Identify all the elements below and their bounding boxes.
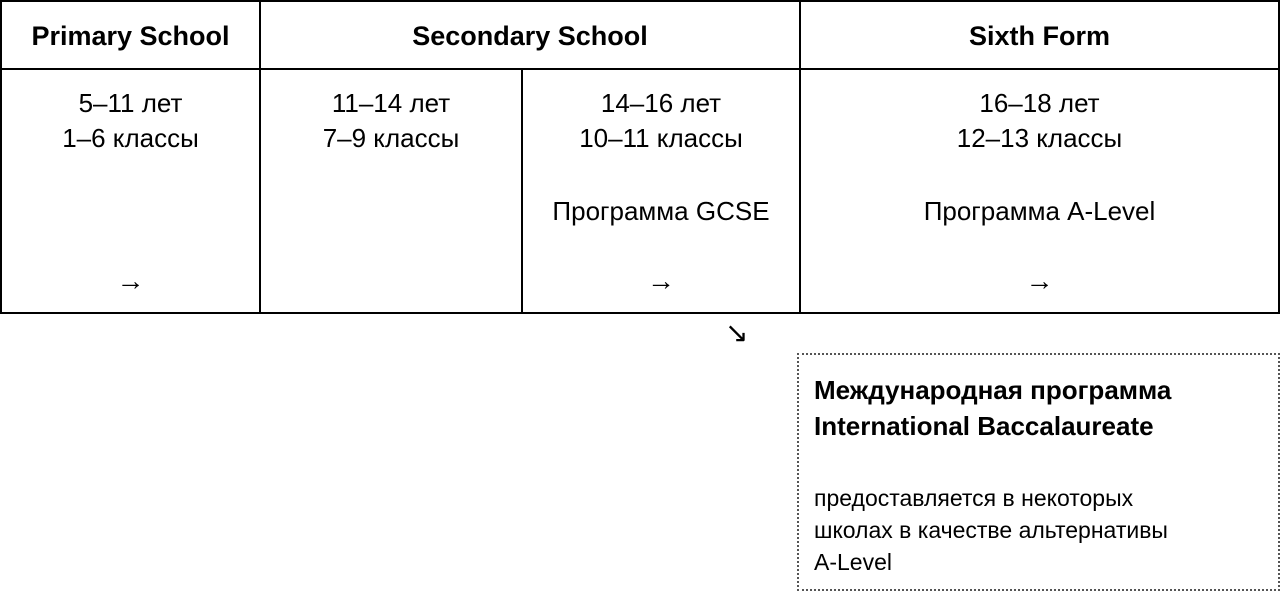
header-primary-school: Primary School xyxy=(31,20,230,51)
ib-program-title xyxy=(814,372,1171,444)
down-right-arrow-icon: ↘ xyxy=(725,317,749,348)
stage-ages: 11–14 лет xyxy=(331,88,451,118)
ib-program-box xyxy=(797,353,1280,591)
stage-grades: 10–11 классы xyxy=(579,123,743,153)
ib-description-line: школах в качестве альтернативы xyxy=(814,517,1168,543)
stage-cell-sixth-form xyxy=(801,72,1278,314)
ib-program-description xyxy=(814,482,1168,578)
stage-ages: 16–18 лет xyxy=(979,88,1100,118)
stage-cell-lower-secondary xyxy=(261,72,521,314)
ib-description-line: A-Level xyxy=(814,549,892,575)
right-arrow-icon: → xyxy=(116,265,145,296)
header-secondary-school: Secondary School xyxy=(412,20,648,51)
stage-program: Программа A-Level xyxy=(923,196,1156,226)
stage-grades: 7–9 классы xyxy=(322,123,460,153)
stage-grades: 1–6 классы xyxy=(62,123,199,153)
header-sixth-form: Sixth Form xyxy=(968,20,1110,51)
stage-ages: 14–16 лет xyxy=(600,88,722,118)
right-arrow-icon: → xyxy=(1025,265,1054,296)
stage-ages: 5–11 лет xyxy=(78,88,183,118)
ib-title-line: Международная программа xyxy=(814,375,1172,405)
stage-cell-upper-secondary xyxy=(523,72,799,314)
stage-grades: 12–13 классы xyxy=(956,123,1123,153)
right-arrow-icon: → xyxy=(647,265,675,296)
stage-cell-primary xyxy=(2,72,259,314)
ib-description-line: предоставляется в некоторых xyxy=(814,485,1134,511)
stage-program: Программа GCSE xyxy=(552,196,770,226)
ib-title-line: International Baccalaureate xyxy=(814,411,1154,441)
